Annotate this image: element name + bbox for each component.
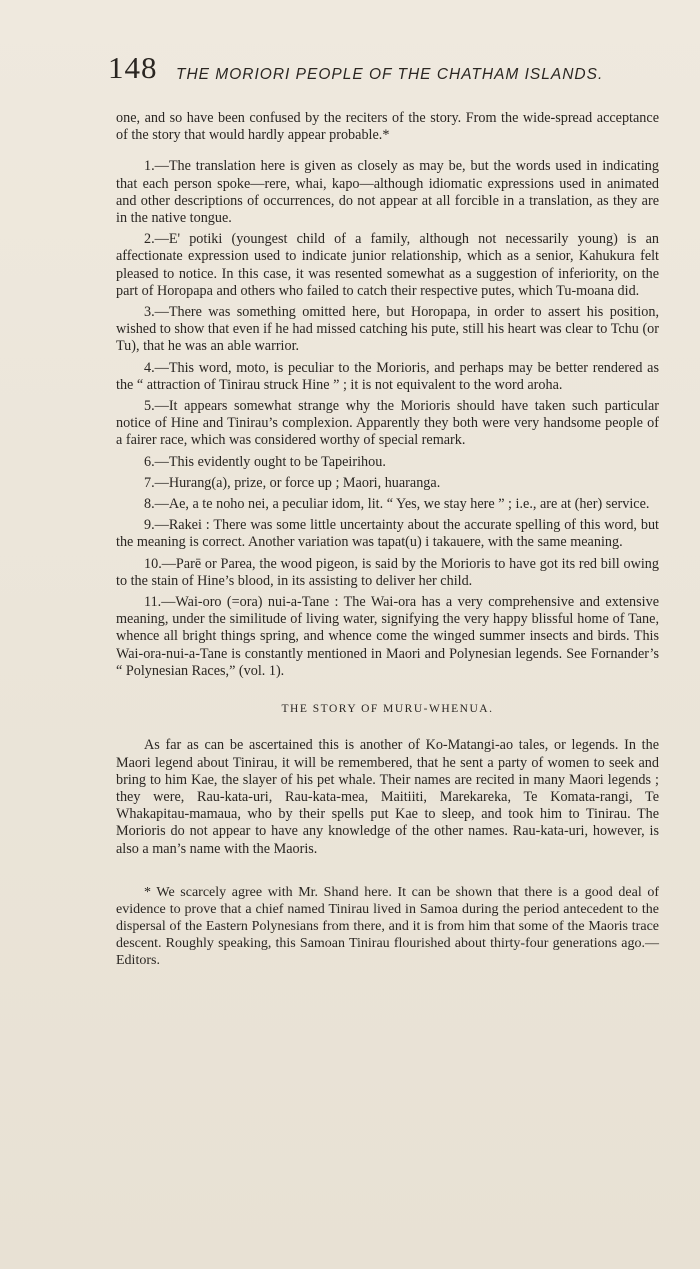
note-4: 4.—This word, moto, is peculiar to the Morioris, and perhaps may be better rendered as the “ attraction of Tinirau struck Hine ” ; it is not equivalent to the word aroha. [116, 359, 659, 393]
running-title: THE MORIORI PEOPLE OF THE CHATHAM ISLANDS. [176, 66, 604, 83]
note-5: 5.—It appears somewhat strange why the Morioris should have taken such particular notice of Hine and Tinirau’s complexion. Apparently they both were very handsome people of a fairer race, which was considered worthy of special remark. [116, 398, 659, 449]
note-2: 2.—E' potiki (youngest child of a family, although not necessarily young) is an affectionate expression used to indicate junior relationship, which as a senior, Kahukura felt pleased to notice. In this case, it was resented somewhat as a suggestion of inferiority, on the part of Horopapa and others who failed to catch their respective putes, which Tu-moana did. [116, 231, 659, 299]
page-number: 148 [108, 50, 158, 85]
intro-paragraph: one, and so have been confused by the reciters of the story. From the wide-spread acceptance of the story that would hardly appear probable.* [116, 110, 659, 144]
note-3: 3.—There was something omitted here, but Horopapa, in order to assert his position, wished to show that even if he had missed catching his pute, still his heart was clear to Tchu (or Tu), that he was an able warrior. [116, 304, 659, 355]
page-header [108, 50, 660, 90]
footnote: * We scarcely agree with Mr. Shand here. It can be shown that there is a good deal of evidence to prove that a chief named Tinirau lived in Samoa during the period antecedent to the dispersal of the Eastern Polynesians from there, and it is from him that some of the Maoris trace descent. Roughly speaking, this Samoan Tinirau flourished about thirty-four generations ago.—Editors. [116, 884, 659, 968]
section-title: THE STORY OF MURU-WHENUA. [281, 703, 494, 716]
note-1: 1.—The translation here is given as closely as may be, but the words used in indicating that each person spoke—rere, whai, kapo—although idiomatic expressions used in animated and other descriptions of occurrences, do not appear at all forcible in a translation, as they are in the native tongue. [116, 158, 659, 227]
note-6: 6.—This evidently ought to be Tapeirihou. [144, 453, 386, 470]
page-body [116, 110, 659, 983]
note-9: 9.—Rakei : There was some little uncertainty about the accurate spelling of this word, but the meaning is correct. Another variation was tapat(u) i takauere, with the same meaning. [116, 517, 659, 551]
note-7: 7.—Hurang(a), prize, or force up ; Maori, huaranga. [144, 474, 441, 491]
note-11: 11.—Wai-oro (=ora) nui-a-Tane : The Wai-ora has a very comprehensive and extensive meaning, under the similitude of living water, signifying the very happy blissful home of Tane, whence all bright things spring, and whence come the winged summer insects and birds. This Wai-ora-nui-a-Tane is constantly mentioned in Maori and Polynesian legends. See Fornander’s “ Polynesian Races,” (vol. 1). [116, 594, 659, 679]
note-10: 10.—Parē or Parea, the wood pigeon, is said by the Morioris to have got its red bill owing to the stain of Hine’s blood, in its assisting to deliver her child. [116, 555, 659, 589]
story-paragraph: As far as can be ascertained this is another of Ko-Matangi-ao tales, or legends. In the Maori legend about Tinirau, it will be remembered, that he sent a party of women to seek and bring to him Kae, the slayer of his pet whale. Their names are recited in many Maori legends ; they were, Rau-kata-uri, Rau-kata-mea, Maitiiti, Marekareka, Te Komata-rangi, Te Whakapitau-mamaua, who by their spells put Kae to sleep, and took him to Tinirau. The Morioris do not appear to have any knowledge of the other names. Rau-kata-uri, however, is also a man’s name with the Maoris. [116, 737, 659, 857]
note-8: 8.—Ae, a te noho nei, a peculiar idom, lit. “ Yes, we stay here ” ; i.e., are at (her) service. [144, 496, 650, 513]
